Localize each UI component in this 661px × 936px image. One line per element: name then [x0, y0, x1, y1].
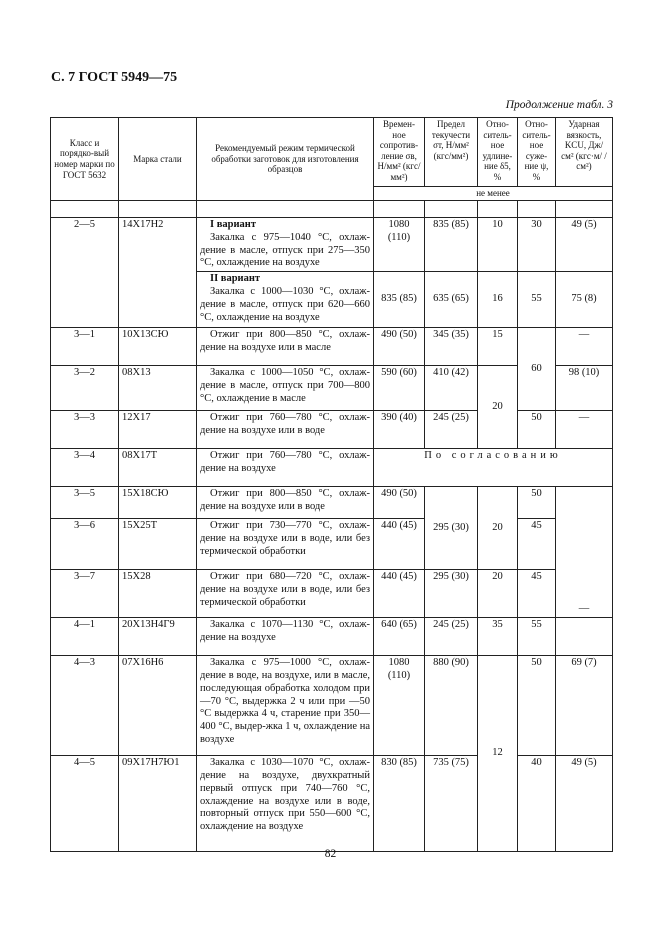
table-row: 3—2 08Х13 Закалка с 1000—1050 °С, охлаж-дение в масле, отпуск при 700—800 °С, охлаждение в масле 590 (60) 410 (42) 20 98 (10) — [51, 366, 613, 411]
table-row: II вариант Закалка с 1000—1030 °С, охлаж-дение в масле, отпуск при 620—660 °С, охлаждение на воздухе 835 (85) 635 (65) 16 55 75 (8) — [51, 272, 613, 328]
table-row: 3—6 15Х25Т Отжиг при 730—770 °С, охлаж-дение на воздухе или в воде, или без термической обработки 440 (45) 45 — [51, 519, 613, 570]
table-row: 3—1 10Х13СЮ Отжиг при 800—850 °С, охлаж-дение на воздухе или в масле 490 (50) 345 (35) 15 60 — — [51, 328, 613, 366]
table-row: 3—7 15Х28 Отжиг при 680—720 °С, охлаж-дение на воздухе или в воде, или без термической обработки 440 (45) 295 (30) 20 45 — [51, 570, 613, 618]
col-impact-header: Ударная вязкость, KCU, Дж/см² (кгс·м/ /см²) — [556, 118, 613, 187]
table-row: 3—5 15Х18СЮ Отжиг при 800—850 °С, охлаж-дение на воздухе или в воде 490 (50) 295 (30) 20 50 — — [51, 487, 613, 519]
table-row: 4—3 07Х16Н6 Закалка с 975—1000 °С, охлаж-дение в воде, на воздухе, или в масле, последующая обработка холодом при —70 °С, выдержка 2 ч или при —50 °С выдержка 4 ч, старение при 350—400 °С, выдер-жка 1 ч, охлаждение на воздухе 1080 (110) 880 (90) 12 50 69 (7) — [51, 656, 613, 756]
by-agreement-cell: По согласованию — [374, 449, 613, 487]
table-row: 4—5 09Х17Н7Ю1 Закалка с 1030—1070 °С, охлаж-дение на воздухе, двухкратный первый отпуск при 740—760 °С, охлаждение на воздухе или в воде, повторный отпуск при 550—600 °С, охлаждение на воздухе 830 (85) 735 (75) 40 49 (5) — [51, 756, 613, 852]
col-grade-header: Марка стали — [119, 118, 197, 201]
table-row: 4—1 20Х13Н4Г9 Закалка с 1070—1130 °С, охлаж-дение на воздухе 640 (65) 245 (25) 35 55 — [51, 618, 613, 656]
col-elong-header: Отно-ситель-ное удлине-ние δ5, % — [478, 118, 518, 187]
col-class-header: Класс и порядко-вый номер марки по ГОСТ 5632 — [51, 118, 119, 201]
table-row: 2—5 14Х17Н2 I вариант Закалка с 975—1040 °С, охлаж-дение в масле, отпуск при 275—350 °С, охлаждение на воздухе 1080 (110) 835 (85) 10 30 49 (5) — [51, 218, 613, 272]
steel-table — [50, 117, 613, 852]
table-continuation: Продолжение табл. 3 — [505, 99, 613, 111]
table-row: 3—3 12Х17 Отжиг при 760—780 °С, охлаж-дение на воздухе или в воде 390 (40) 245 (25) 50 — — [51, 411, 613, 449]
col-regime-header: Рекомендуемый режим термической обработки заготовок для изготовления образцов — [197, 118, 374, 201]
page-number: 82 — [324, 848, 337, 860]
col-yield-header: Предел текучести σт, Н/мм² (кгс/мм²) — [425, 118, 478, 187]
not-less-label: не менее — [374, 187, 613, 201]
col-reduct-header: Отно-ситель-ное суже-ние ψ, % — [518, 118, 556, 187]
col-tensile-header: Времен-ное сопротив-ление σв, Н/мм² (кгс/мм²) — [374, 118, 425, 187]
table-row: 3—4 08Х17Т Отжиг при 760—780 °С, охлаж-дение на воздухе По согласованию — [51, 449, 613, 487]
page-header: С. 7 ГОСТ 5949—75 — [51, 70, 178, 85]
